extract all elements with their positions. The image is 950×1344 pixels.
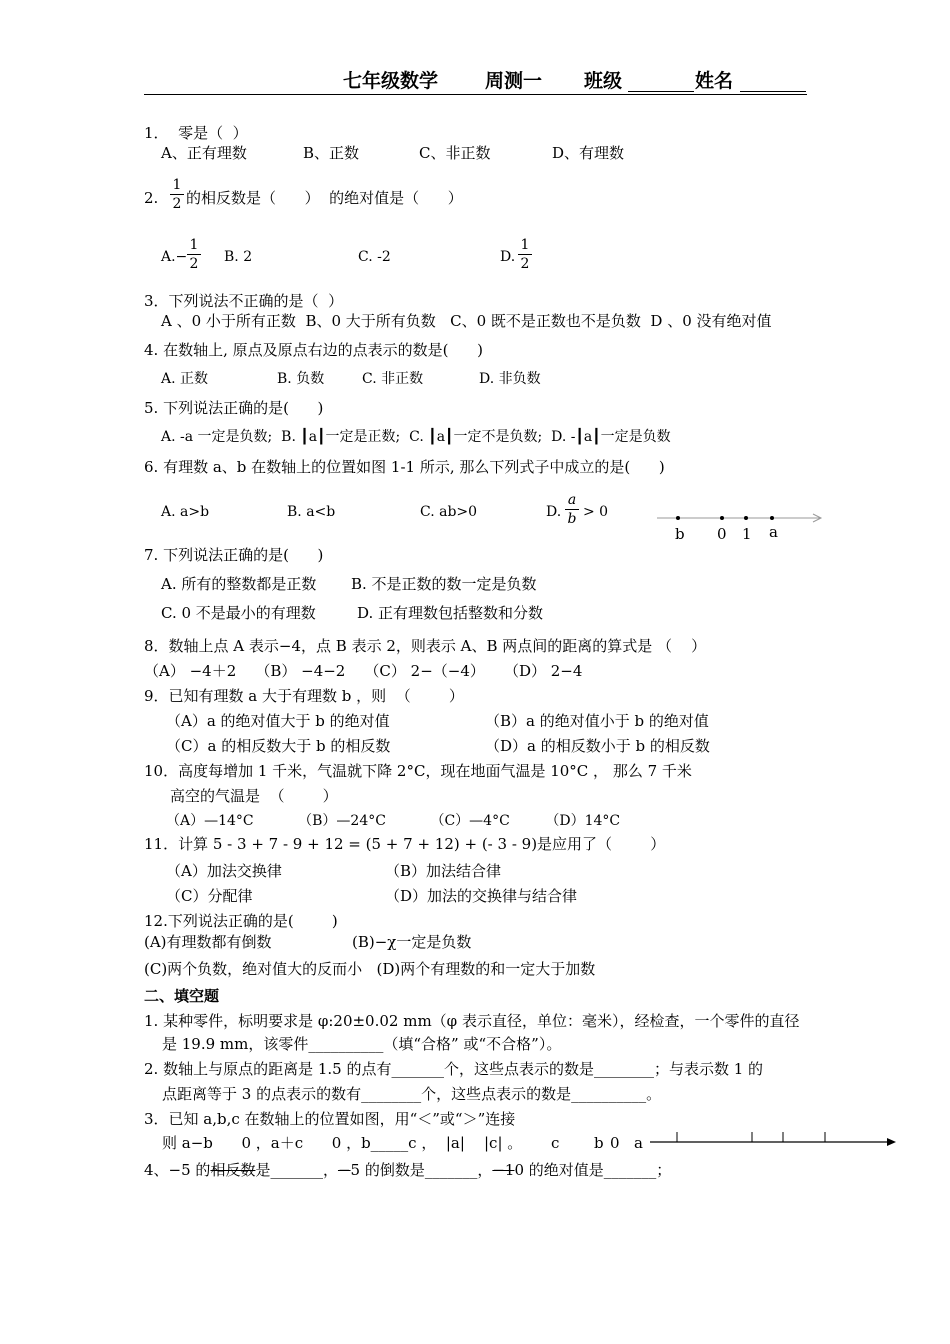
question-10-options: （A）—14°C （B）—24°C （C）—4°C （D）14°C xyxy=(166,813,621,829)
question-12-options-cd: (C)两个负数，绝对值大的反而小 (D)两个有理数的和一定大于加数 xyxy=(144,960,596,978)
fill-3-axis-label-0: 0 xyxy=(610,1134,620,1152)
question-2-option-b: B. 2 xyxy=(224,249,253,265)
fill-3-line-1: 3．已知 a,b,c 在数轴上的位置如图，用“＜”或“＞”连接 xyxy=(144,1110,516,1128)
fill-4-part-3: 是_______， xyxy=(255,1161,338,1179)
question-8-stem: 8．数轴上点 A 表示−4，点 B 表示 2，则表示 A、B 两点间的距离的算式是 （ ） xyxy=(144,637,707,655)
question-8-options: （A） −4＋2 （B） −4−2 （C） 2−（−4） （D） 2−4 xyxy=(144,662,583,680)
question-6-stem: 6. 有理数 a、b 在数轴上的位置如图 1-1 所示, 那么下列式子中成立的是( ) xyxy=(144,458,665,476)
fill-4-struck-number: −1 xyxy=(492,1161,515,1179)
question-6-option-d-fraction: a b xyxy=(565,492,579,527)
question-11-option-c: （C）分配律 xyxy=(166,887,253,905)
class-blank xyxy=(628,91,694,92)
page-title: 七年级数学 xyxy=(343,70,439,92)
question-1-option-c: C、非正数 xyxy=(419,144,491,162)
question-1-stem: 1． 零是（ ） xyxy=(144,124,248,142)
question-11-stem: 11．计算 5 - 3 + 7 - 9 + 12 = (5 + 7 + 12) + (- 3 - 9)是应用了（ ） xyxy=(144,835,666,853)
question-9-option-d: （D）a 的相反数小于 b 的相反数 xyxy=(485,737,710,755)
fill-3-axis-label-c: c xyxy=(551,1134,560,1152)
question-12-option-a: (A)有理数都有倒数 xyxy=(144,933,272,951)
fill-3-line-2: 则 a−b 0 ，a＋c 0 ，b_____c ， |a| |c| 。 xyxy=(162,1134,523,1152)
question-10-stem: 10．高度每增加 1 千米，气温就下降 2°C，现在地面气温是 10°C ， 那么 7 千米 xyxy=(144,762,692,780)
question-1-option-d: D、有理数 xyxy=(552,144,625,162)
axis-point-b xyxy=(676,516,680,520)
axis-point-a xyxy=(770,516,774,520)
question-11-option-d: （D）加法的交换律与结合律 xyxy=(385,887,578,905)
fill-3-axis-label-b: b xyxy=(594,1134,604,1152)
question-11-option-a: （A）加法交换律 xyxy=(166,862,282,880)
question-7-option-c: C. 0 不是最小的有理数 xyxy=(161,604,316,622)
fill-4-part-7: 0 的绝对值是_______； xyxy=(514,1161,672,1179)
fill-4-part-5: 5 的倒数是_______， xyxy=(350,1161,493,1179)
question-2-option-a-fraction: 1 2 xyxy=(187,237,201,272)
question-9-option-b: （B）a 的绝对值小于 b 的绝对值 xyxy=(485,712,709,730)
question-7-option-a: A. 所有的整数都是正数 xyxy=(161,575,317,593)
question-4-option-d: D. 非负数 xyxy=(479,371,541,387)
name-label: 姓名 xyxy=(695,70,734,92)
question-2-stem: 的相反数是（ ） 的绝对值是（ ） xyxy=(186,189,463,207)
fill-4-line xyxy=(144,1160,671,1180)
question-4-stem: 4. 在数轴上, 原点及原点右边的点表示的数是( ) xyxy=(144,341,483,359)
question-7-stem: 7. 下列说法正确的是( ) xyxy=(144,546,324,564)
question-7-option-b: B. 不是正数的数一定是负数 xyxy=(351,575,537,593)
question-11-option-b: （B）加法结合律 xyxy=(385,862,502,880)
question-4-option-c: C. 非正数 xyxy=(362,371,424,387)
question-2-number: 2. xyxy=(144,189,159,207)
question-2-option-d-fraction: 1 2 xyxy=(518,237,532,272)
section-2-title: 二、填空题 xyxy=(144,987,220,1005)
fill-2-line-1: 2. 数轴上与原点的距离是 1.5 的点有_______个，这些点表示的数是________；与表示数 1 的 xyxy=(144,1060,764,1078)
question-6-option-d-tail: > 0 xyxy=(583,504,609,520)
question-3-options: A 、0 小于所有正数 B、0 大于所有负数 C、0 既不是正数也不是负数 D 、0 没有绝对值 xyxy=(161,312,772,330)
class-label: 班级 xyxy=(584,70,623,92)
axis-label-a: a xyxy=(769,523,778,541)
axis-label-1: 1 xyxy=(742,525,752,543)
question-2-fraction: 1 2 xyxy=(170,177,184,212)
question-6-option-a: A. a>b xyxy=(161,504,210,520)
header-rule xyxy=(144,94,807,95)
question-4-option-b: B. 负数 xyxy=(277,371,325,387)
question-5-options: A. -a 一定是负数; B. ┃a┃一定是正数; C. ┃a┃一定不是负数; D. -┃a┃一定是负数 xyxy=(161,429,671,445)
axis-label-0: 0 xyxy=(717,525,727,543)
question-6-option-d-prefix: D. xyxy=(546,504,562,520)
axis-label-b: b xyxy=(675,525,685,543)
question-1-option-a: A、正有理数 xyxy=(161,144,247,162)
name-blank xyxy=(740,91,806,92)
fill-2-line-2: 点距离等于 3 的点表示的数有________个，这些点表示的数是__________。 xyxy=(162,1085,662,1103)
fill-1-line-2: 是 19.9 mm，该零件__________（填“合格” 或“不合格”）。 xyxy=(162,1035,562,1053)
question-7-option-d: D. 正有理数包括整数和分数 xyxy=(357,604,544,622)
question-2-option-d-prefix: D. xyxy=(500,249,516,265)
question-12-option-b: (B)−χ一定是负数 xyxy=(352,933,472,951)
fill-4-struck-word: 相反数 xyxy=(210,1161,256,1179)
fill-1-line-1: 1. 某种零件，标明要求是 φ:20±0.02 mm（φ 表示直径，单位：毫米），经检查，一个零件的直径 xyxy=(144,1012,800,1030)
question-5-stem: 5. 下列说法正确的是( ) xyxy=(144,399,324,417)
question-9-option-a: （A）a 的绝对值大于 b 的绝对值 xyxy=(166,712,390,730)
fill-3-number-line xyxy=(650,1128,900,1152)
question-6-option-c: C. ab>0 xyxy=(420,504,478,520)
test-name: 周测一 xyxy=(485,70,543,92)
fill-3-axis-label-a: a xyxy=(634,1134,643,1152)
question-3-stem: 3．下列说法不正确的是（ ） xyxy=(144,292,344,310)
axis-point-1 xyxy=(744,516,748,520)
question-6-option-b: B. a<b xyxy=(287,504,336,520)
question-2-option-c: C. -2 xyxy=(358,249,391,265)
fill-4-struck-minus: − xyxy=(337,1161,351,1179)
question-1-option-b: B、正数 xyxy=(303,144,360,162)
question-9-stem: 9．已知有理数 a 大于有理数 b ，则 （ ） xyxy=(144,687,464,705)
question-12-stem: 12.下列说法正确的是( ) xyxy=(144,912,338,930)
axis-point-0 xyxy=(720,516,724,520)
question-9-option-c: （C）a 的相反数大于 b 的相反数 xyxy=(166,737,391,755)
question-10-stem-continued: 高空的气温是 （ ） xyxy=(170,787,338,805)
question-4-option-a: A. 正数 xyxy=(161,371,209,387)
question-2-option-a-prefix: A.− xyxy=(161,249,188,265)
fill-4-part-1: 4、−5 的 xyxy=(144,1161,211,1179)
